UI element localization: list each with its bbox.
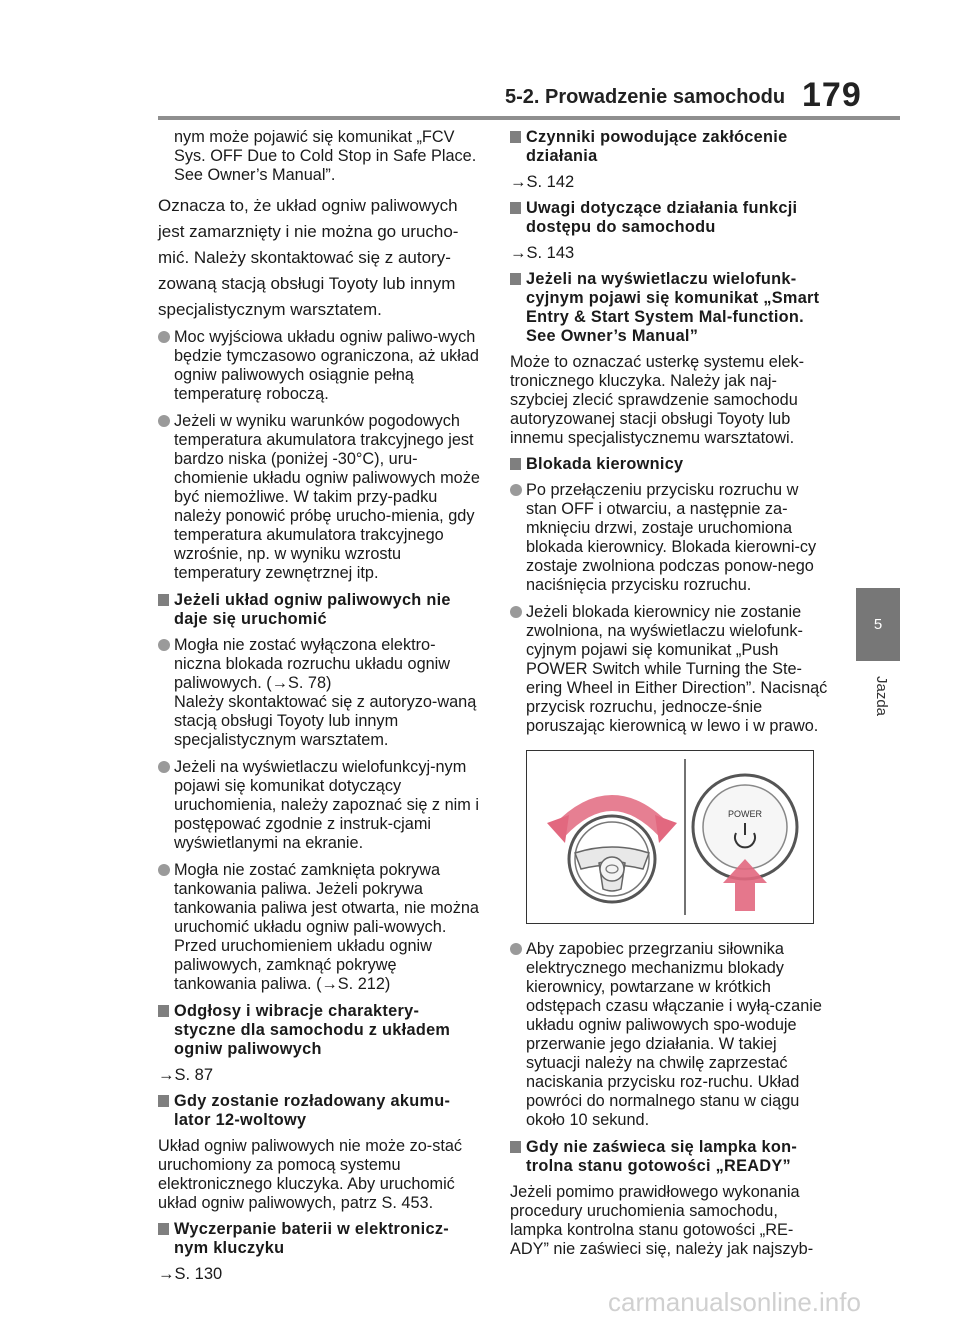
section-heading <box>510 455 832 474</box>
steering-lock-illustration <box>526 750 814 924</box>
section-heading <box>510 199 832 237</box>
bullet-dot-icon <box>510 606 522 618</box>
bullet-text: Mogła nie zostać zamknięta pokrywa tankowania paliwa. Jeżeli pokrywa tankowania paliwa jest otwarta, nie można uruchomić układu ogniw pali-wowych. Przed uruchomieniem układu ogniw paliwowych, zamknąć pokrywę tankowania paliwa. (→S. 212) <box>174 861 479 993</box>
bullet-text: Moc wyjściowa układu ogniw paliwo-wych będzie tymczasowo ograniczona, aż układ ogniw paliwowych osiągnie pełną temperaturę roboczą. <box>174 328 479 403</box>
heading-square-icon <box>510 273 521 285</box>
heading-square-icon <box>510 458 521 470</box>
bullet-text: Jeżeli blokada kierownicy nie zostanie zwolniona, na wyświetlaczu wielofunk-cyjnym pojawi się komunikat „Push POWER Switch while Turning the Ste-ering Wheel in Either Direction”. Nacisnąć przycisk rozruchu, jednocze-śnie poruszając kierownicą w lewo i w prawo. <box>526 603 828 735</box>
heading-square-icon <box>158 594 169 606</box>
heading-square-icon <box>158 1005 169 1017</box>
section-heading <box>158 591 480 629</box>
steering-wheel-icon <box>569 816 655 902</box>
power-label: POWER <box>727 809 763 819</box>
heading-square-icon <box>158 1095 169 1107</box>
bullet-item <box>158 636 480 750</box>
heading-square-icon <box>158 1223 169 1235</box>
bullet-dot-icon <box>158 761 170 773</box>
heading-text: Gdy zostanie rozładowany akumu-lator 12-woltowy <box>174 1092 451 1129</box>
bullet-text: Jeżeli na wyświetlaczu wielofunkcyj-nym pojawi się komunikat dotyczący uruchomienia, należy zapoznać się z nim i postępować zgodnie z instruk-cjami wyświetlanymi na ekranie. <box>174 758 479 852</box>
bullet-dot-icon <box>158 415 170 427</box>
bullet-item <box>510 481 832 595</box>
heading-text: Odgłosy i wibracje charaktery-styczne dla samochodu z układem ogniw paliwowych <box>174 1002 451 1058</box>
bullet-item <box>158 758 480 853</box>
bullet-item <box>510 603 832 736</box>
bullet-text: Należy skontaktować się z autoryzo-waną stacją obsługi Toyoty lub innym specjalistycznym warsztatem. <box>174 693 477 749</box>
heading-square-icon <box>510 131 521 143</box>
heading-text: Uwagi dotyczące działania funkcji dostępu do samochodu <box>526 199 798 236</box>
bullet-dot-icon <box>158 639 170 651</box>
heading-text: Blokada kierownicy <box>526 455 684 473</box>
bullet-item <box>510 940 832 1130</box>
heading-square-icon <box>510 202 521 214</box>
intro-text: nym może pojawić się komunikat „FCV Sys. OFF Due to Cold Stop in Safe Place. See Owner’s Manual”. <box>174 128 477 184</box>
meaning-paragraph: Oznacza to, że układ ogniw paliwowych jest zamarznięty i nie można go urucho-mić. Należy skontaktować się z autory-zowaną stacją obsługi Toyoty lub innym specjalistycznym warsztatem. <box>158 196 459 319</box>
section-heading <box>510 1138 832 1176</box>
section-heading <box>510 128 832 166</box>
heading-text: Gdy nie zaświeca się lampka kon-trolna stanu gotowości „READY” <box>526 1138 798 1175</box>
bullet-item <box>158 412 480 583</box>
heading-text: Jeżeli na wyświetlaczu wielofunk-cyjnym pojawi się komunikat „Smart Entry & Start System Mal-function. See Owner’s Manual” <box>526 270 820 345</box>
heading-text: Jeżeli układ ogniw paliwowych nie daje się uruchomić <box>174 591 451 628</box>
bullet-text: Po przełączeniu przycisku rozruchu w stan OFF i otwarciu, a następnie za-mknięciu drzwi, zostaje uruchomiona blokada kierownicy. Blokada kierowni-cy zostaje zwolniona podczas ponow-nego naciśnięcia przycisku rozruchu. <box>526 481 817 594</box>
bullet-text: Aby zapobiec przegrzaniu siłownika elektrycznego mechanizmu blokady kierownicy, powtarzane w krótkich odstępach czasu włączanie i wyłą-czanie układu ogniw paliwowych spo-woduje przerwanie jego działania. W takiej sytuacji należy na chwilę zaprzestać naciskania przycisku roz-ruchu. Układ powróci do normalnego stanu w ciągu około 10 sekund. <box>526 940 822 1129</box>
section-title: 5-2. Prowadzenie samochodu <box>505 86 786 108</box>
bullet-dot-icon <box>158 331 170 343</box>
page-reference[interactable]: →S. 87 <box>158 1066 214 1084</box>
header-divider <box>158 116 900 120</box>
section-heading <box>158 1002 480 1059</box>
heading-text: Czynniki powodujące zakłócenie działania <box>526 128 788 165</box>
chapter-tab[interactable]: 5 <box>856 588 900 661</box>
right-column <box>510 128 832 1266</box>
page-reference[interactable]: →S. 143 <box>510 244 575 262</box>
section-heading <box>158 1092 480 1130</box>
bullet-dot-icon <box>510 943 522 955</box>
page-number: 179 <box>802 76 862 114</box>
paragraph: Jeżeli pomimo prawidłowego wykonania procedury uruchomienia samochodu, lampka kontrolna stanu gotowości „RE-ADY” nie zaświeci się, należy jak najszyb- <box>510 1183 814 1258</box>
section-heading <box>158 1220 480 1258</box>
bullet-item <box>158 328 480 404</box>
bullet-dot-icon <box>158 864 170 876</box>
bullet-dot-icon <box>510 484 522 496</box>
bullet-text: Jeżeli w wyniku warunków pogodowych temperatura akumulatora trakcyjnego jest bardzo niska (poniżej -30°C), uru-chomienie układu ogniw paliwowych może być niemożliwe. W takim przy-padku należy ponowić próbę urucho-mienia, gdy temperatura akumulatora trakcyjnego wzrośnie, np. w wyniku wzrostu temperatury zewnętrznej itp. <box>174 412 480 582</box>
bullet-item <box>158 861 480 994</box>
bullet-text: Mogła nie zostać wyłączona elektro-niczna blokada rozruchu układu ogniw paliwowych. (→S. 78) <box>174 636 451 692</box>
page-reference[interactable]: →S. 130 <box>158 1265 223 1283</box>
section-heading <box>510 270 832 346</box>
left-column <box>158 128 480 1291</box>
steering-power-svg <box>527 751 813 923</box>
paragraph: Może to oznaczać usterkę systemu elek-tronicznego kluczyka. Należy jak naj-szybciej zlecić sprawdzenie samochodu autoryzowanej stacji obsługi Toyoty lub innemu specjalistycznemu warsztatowi. <box>510 353 805 447</box>
page-reference[interactable]: →S. 142 <box>510 173 575 191</box>
heading-square-icon <box>510 1141 521 1153</box>
watermark: carmanualsonline.info <box>608 1287 861 1317</box>
paragraph: Układ ogniw paliwowych nie może zo-stać uruchomiony za pomocą systemu elektronicznego kluczyka. Aby uruchomić układ ogniw paliwowych, patrz S. 453. <box>158 1137 463 1212</box>
chapter-label: Jazda <box>873 676 890 717</box>
heading-text: Wyczerpanie baterii w elektronicz-nym kluczyku <box>174 1220 450 1257</box>
